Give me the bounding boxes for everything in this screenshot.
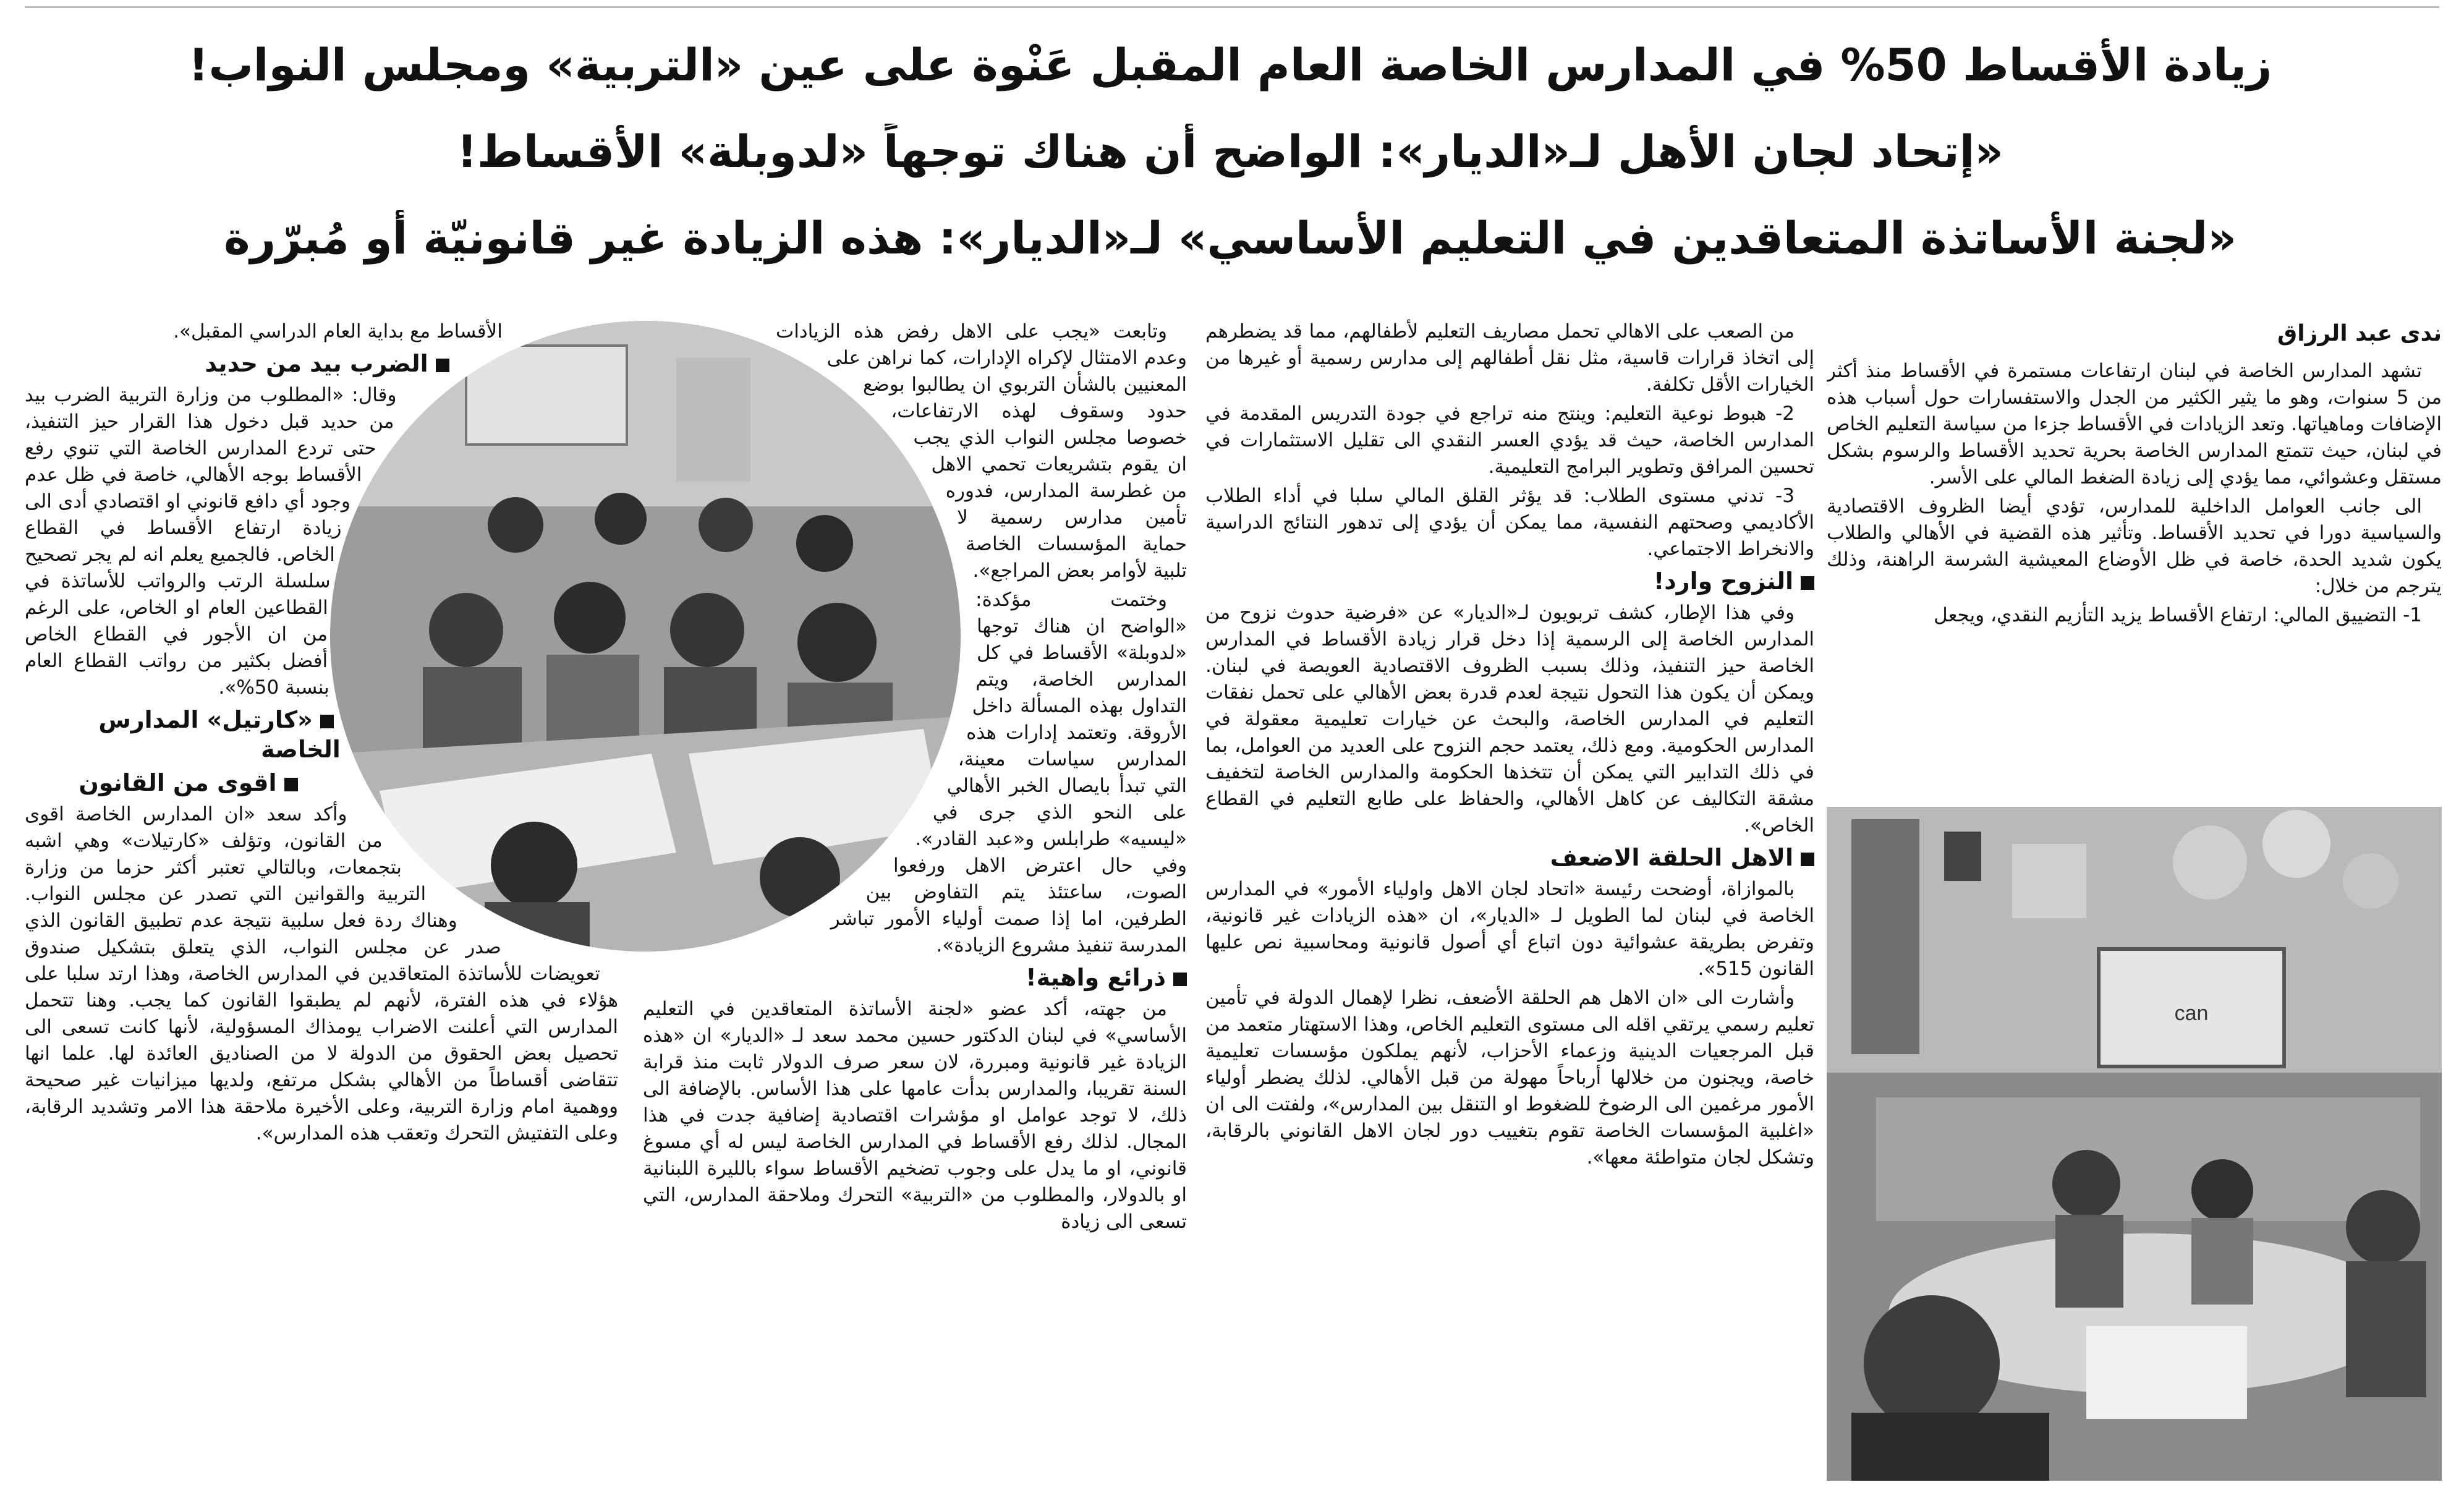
paragraph: وقال: «المطلوب من وزارة التربية الضرب بيد من حديد قبل دخول هذا القرار حيز التنفيذ، حتى تردع المدارس الخاصة التي تنوي رفع الأقساط بوجه الأهالي، خاصة في ظل عدم وجود أي دافع قانوني او اقتصادي أدى الى زيادة ارتفاع الأقساط في القطاع الخاص. فالجميع يعلم انه لم يجر تصحيح سلسلة الرتب والرواتب للأساتذة في القطاعين العام او الخاص، على الرغم من ان الأجور في القطاع الخاص أفضل بكثير من رواتب القطاع العام بنسبة 50%». (25, 384, 397, 699)
paragraph: تشهد المدارس الخاصة في لبنان ارتفاعات مستمرة في الأقساط منذ أكثر من 5 سنوات، وهو ما يثير الكثير من الجدل والاستفسارات حول أسباب هذه الإضافات وماهياتها. وتعد الزيادات في الأقساط جزءا من سياسة التعليم الخاص في لبنان، حيث تتمتع المدارس الخاصة بحرية تحديد الأقساط والرسوم بشكل مستقل وعشوائي، مما يؤدي إلى زيادة الضغط المالي على الأسر. (1827, 360, 2442, 488)
paragraph: وأكد سعد «ان المدارس الخاصة اقوى من القانون، وتؤلف «كارتيلات» وهي اشبه بتجمعات، وبالتالي تعتبر أكثر حزما من وزارة التربية والقوانين التي تصدر عن مجلس النواب. وهناك ردة فعل سلبية نتيجة عدم تطبيق القانون الذي صدر عن مجلس النواب، الذي يتعلق بتشكيل صندوق تعويضات للأساتذة المتعاقدين في المدارس الخاصة، وهذا ارتد سلبا على هؤلاء في هذه الفترة، لأنهم لم يطبقوا القانون كما يجب. وهنا تتحمل المدارس التي أعلنت الاضراب يومذاك المسؤولية، لأنها كانت تسعى الى تحصيل بعض الحقوق من الدولة لا من الصناديق العائدة لها. علما انها تتقاضى أقساطاً من الأهالي بشكل مرتفع، ولديها ميزانيات غير صحيحة ووهمية امام وزارة التربية، وعلى الأخيرة ملاحقة هذا الامر وتشديد الرقابة، وعلى التفتيش التحرك وتعقب هذه المدارس». (25, 803, 618, 1144)
paragraph: الأقساط مع بداية العام الدراسي المقبل». (173, 320, 503, 343)
section-heading: اقوى من القانون (25, 768, 618, 798)
sub-headline-2: «لجنة الأساتذة المتعاقدين في التعليم الأساسي» لـ«الديار»: هذه الزيادة غير قانونيّة أو مُبرّرة (224, 212, 2237, 264)
main-headline: زيادة الأقساط 50% في المدارس الخاصة العام المقبل عَنْوة على عين «التربية» ومجلس النواب! (188, 39, 2272, 91)
author-byline: ندى عبد الرزاق (2277, 321, 2442, 346)
article-column-2 (1205, 318, 1814, 1481)
paragraph: وختمت مؤكدة: «الواضح ان هناك توجها «لدوبلة» الأقساط في كل المدارس الخاصة، ويتم التداول بهذه المسألة داخل الأروقة. وتعتمد إدارات هذه المدارس سياسات معينة، التي تبدأ بايصال الخبر الأهالي على النحو الذي جرى في «ليسيه» طرابلس و«عبد القادر». وفي حال اعترض الاهل ورفعوا الصوت، ساعتئذ يتم التفاوض بين الطرفين، اما إذا صمت أولياء الأمور تباشر المدرسة تنفيذ مشروع الزيادة». (830, 589, 1187, 956)
section-heading: الضرب بيد من حديد (25, 349, 618, 378)
square-bullet-icon (320, 715, 334, 728)
top-rule (25, 6, 2439, 8)
paragraph: وأشارت الى «ان الاهل هم الحلقة الأضعف، نظرا لإهمال الدولة في تأمين تعليم رسمي يرتقي اقله الى مستوى التعليم الخاص، وهذا الاستهتار متعمد من قبل المرجعيات الدينية وزعماء الأحزاب، لأنهم يملكون مؤسسات تعليمية خاصة، ويجنون من خلالها أرباحاً مهولة من قبل الأهالي. لذلك يضطر أولياء الأمور مرغمين الى الرضوخ للضغوط او التنقل بين المدارس»، ولفتت الى ان «اغلبية المؤسسات الخاصة تقوم بتغييب دور لجان الاهل القانوني بالرقابة، وتشكل لجان متواطئة معها». (1205, 987, 1814, 1169)
classroom-photo (1827, 807, 2442, 1481)
article-column-4 (25, 318, 618, 1481)
section-heading: النزوح وارد! (1205, 566, 1814, 596)
paragraph: 3- تدني مستوى الطلاب: قد يؤثر القلق المالي سلبا في أداء الطلاب الأكاديمي وصحتهم النفسية، مما يمكن أن يؤدي إلى تدهور النتائج الدراسية والانخراط الاجتماعي. (1205, 485, 1814, 560)
paragraph: وفي هذا الإطار، كشف تربويون لـ«الديار» عن «فرضية حدوث نزوح من المدارس الخاصة إلى الرسمية إذا دخل قرار زيادة الأقساط في المدارس الخاصة حيز التنفيذ، وذلك بسبب الظروف الاقتصادية العويصة في لبنان. ويمكن أن يكون هذا التحول نتيجة لعدم قدرة بعض الأهالي على تحمل نفقات التعليم في المدارس الخاصة، والبحث عن خيارات تعليمية معقولة في المدارس الحكومية. ومع ذلك، يعتمد حجم النزوح على العديد من العوامل، بما في ذلك التدابير التي يمكن أن تتخذها الحكومة والمدارس الخاصة لتخفيف مشقة التكاليف عن كاهل الأهالي، والحفاظ على طابع التعليم في القطاع الخاص». (1205, 602, 1814, 837)
sub-headline-1: «إتحاد لجان الأهل لـ«الديار»: الواضح أن هناك توجهاً «لدوبلة» الأقساط! (457, 126, 2003, 177)
square-bullet-icon (436, 359, 449, 372)
square-bullet-icon (1173, 973, 1187, 986)
section-heading: «كارتيل» المدارس الخاصة (98, 706, 341, 763)
section-heading: الاهل الحلقة الاضعف (1205, 843, 1814, 872)
square-bullet-icon (284, 778, 298, 791)
paragraph: من جهته، أكد عضو «لجنة الأساتذة المتعاقدين في التعليم الأساسي» في لبنان الدكتور حسين محمد سعد لـ «الديار» ان «هذه الزيادة غير قانونية ومبررة، لان سعر صرف الدولار ثابت منذ قرابة السنة تقريبا، والمدارس بدأت عامها على هذا الأساس. بالإضافة الى ذلك، لا توجد عوامل او مؤشرات اقتصادية إضافية جدت في هذا المجال. لذلك رفع الأقساط في المدارس الخاصة ليس له أي مسوغ قانوني، او ما يدل على وجوب تضخيم الأقساط سواء بالليرة اللبنانية او بالدولار، والمطلوب من «التربية» التحرك وملاحقة المدارس، التي تسعى الى زيادة (643, 998, 1187, 1233)
article-column-1 (1827, 318, 2442, 801)
paragraph: 2- هبوط نوعية التعليم: وينتج منه تراجع في جودة التدريس المقدمة في المدارس الخاصة، حيث قد يؤدي العسر النقدي الى تقليل الاستثمارات في تحسين المرافق وتطوير البرامج التعليمية. (1205, 402, 1814, 478)
square-bullet-icon (1801, 576, 1814, 590)
paragraph: من الصعب على الاهالي تحمل مصاريف التعليم لأطفالهم، مما قد يضطرهم إلى اتخاذ قرارات قاسية، مثل نقل أطفالهم إلى مدارس رسمية أو غيرها من الخيارات الأقل تكلفة. (1205, 320, 1814, 396)
paragraph: وتابعت «يجب على الاهل رفض هذه الزيادات وعدم الامتثال لإكراه الإدارات، كما نراهن على المعنيين بالشأن التربوي ان يطالبوا بوضع حدود وسقوف لهذه الارتفاعات، خصوصا مجلس النواب الذي يجب ان يقوم بتشريعات تحمي الاهل من غطرسة المدارس، فدوره تأمين مدارس رسمية لا حماية المؤسسات الخاصة تلبية لأوامر بعض المراجع». (776, 320, 1187, 582)
square-bullet-icon (1801, 853, 1814, 866)
paragraph: 1- التضييق المالي: ارتفاع الأقساط يزيد التأزيم النقدي، ويجعل (1934, 604, 2422, 626)
classroom-photo-image (1827, 807, 2442, 1481)
classroom-sign-text: can (2174, 1002, 2209, 1025)
paragraph: الى جانب العوامل الداخلية للمدارس، تؤدي أيضا الظروف الاقتصادية والسياسية دورا في تحديد الأقساط. وتأثير هذه القضية في الأهالي والطلاب يكون شديد الحدة، خاصة في ظل الأوضاع المعيشية الشرسة الراهنة، وذلك يترجم من خلال: (1827, 495, 2442, 597)
article-column-3 (643, 318, 1187, 1481)
paragraph: بالموازاة، أوضحت رئيسة «اتحاد لجان الاهل واولياء الأمور» في المدارس الخاصة في لبنان لما الطويل لـ «الديار»، ان «هذه الزيادات غير قانونية، وتفرض بطريقة عشوائية دون اتباع أي أصول قانونية ومحاسبية نص عليها القانون 515». (1205, 878, 1814, 980)
section-heading: ذرائع واهية! (643, 963, 1187, 992)
